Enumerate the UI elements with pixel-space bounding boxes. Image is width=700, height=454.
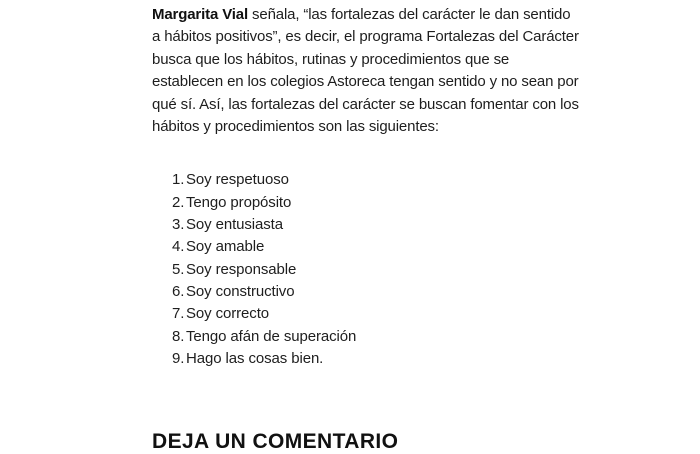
list-item-number: 2. [172, 193, 185, 211]
list-item-number: 7. [172, 305, 185, 323]
list-item [172, 236, 582, 258]
list-item-number: 4. [172, 238, 185, 256]
list-item-number: 3. [172, 216, 185, 234]
list-item-label: Soy entusiasta [186, 216, 283, 234]
list-item-number: 1. [172, 171, 185, 189]
comment-section-heading: DEJA UN COMENTARIO [152, 430, 399, 453]
article-body [152, 4, 582, 370]
list-item [172, 281, 582, 303]
list-item [172, 303, 582, 325]
list-item-label: Soy responsable [186, 260, 297, 278]
list-item [172, 214, 582, 236]
list-item-number: 5. [172, 260, 185, 278]
strengths-list [152, 169, 582, 370]
author-name: Margarita Vial [152, 6, 249, 23]
list-item [172, 326, 582, 348]
list-item-label: Soy constructivo [186, 282, 295, 300]
list-item-number: 6. [172, 282, 185, 300]
list-item [172, 169, 582, 191]
list-item [172, 348, 582, 370]
list-item-label: Tengo afán de superación [186, 327, 357, 345]
list-item [172, 192, 582, 214]
list-item-number: 8. [172, 327, 185, 345]
list-item-number: 9. [172, 349, 185, 367]
list-item [172, 259, 582, 281]
intro-paragraph [152, 4, 582, 138]
list-item-label: Tengo propósito [186, 193, 292, 211]
list-item-label: Soy correcto [186, 305, 269, 323]
list-item-label: Soy amable [186, 238, 265, 256]
list-item-label: Soy respetuoso [186, 171, 289, 189]
list-item-label: Hago las cosas bien. [186, 349, 324, 367]
intro-text: señala, “las fortalezas del carácter le dan sentido a hábitos positivos”, es decir, el programa Fortalezas del Carácter busca que los hábitos, rutinas y procedimientos que se establecen en los colegios Astoreca tengan sentido y no sean por qué sí. Así, las fortalezas del carácter se buscan fomentar con los hábitos y procedimientos son las siguientes: [152, 6, 579, 136]
